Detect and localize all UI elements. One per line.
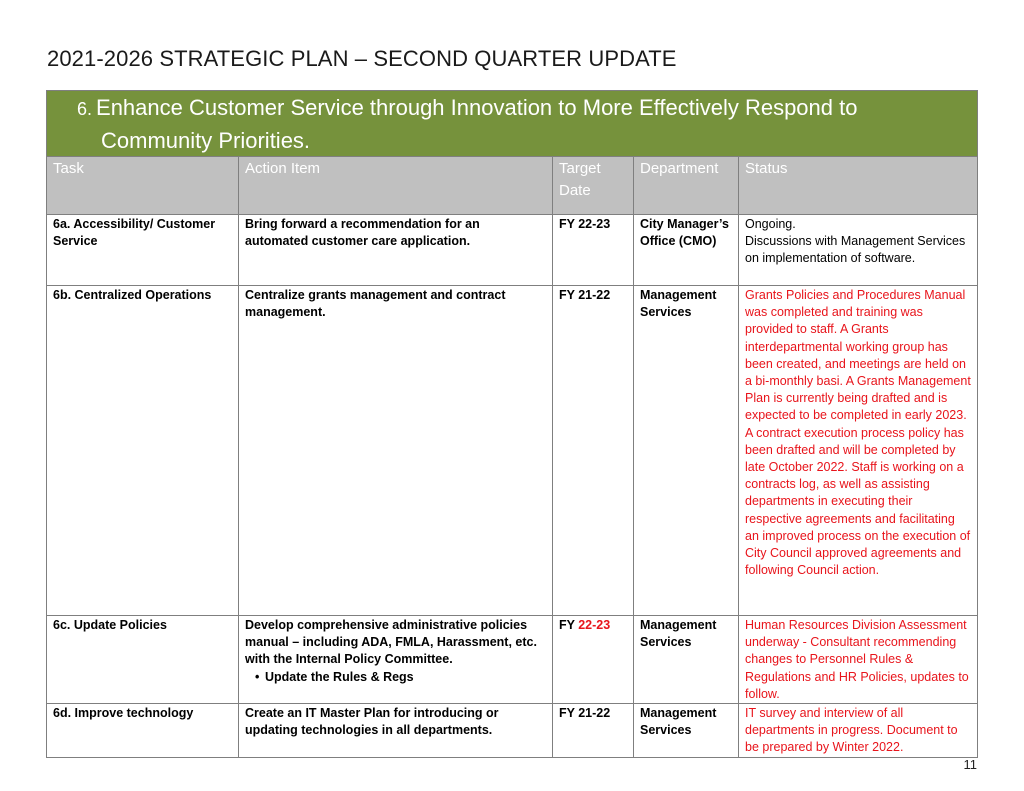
action-cell: [239, 616, 553, 704]
table-row: [47, 215, 978, 286]
task-cell: 6b. Centralized Operations: [47, 286, 239, 616]
column-header-row: [47, 157, 978, 215]
goal-title-line2: Community Priorities.: [101, 128, 311, 153]
column-header-task: Task: [47, 157, 239, 215]
goal-title-line1: Enhance Customer Service through Innovation to More Effectively Respond to: [96, 95, 858, 120]
action-bullet-text: Update the Rules & Regs: [265, 669, 414, 684]
target-date-cell: [553, 616, 634, 704]
table-row: [47, 616, 978, 704]
table-row: [47, 286, 978, 616]
action-bullet-item: [245, 669, 546, 686]
column-header-action: Action Item: [239, 157, 553, 215]
task-cell: 6d. Improve technology: [47, 704, 239, 758]
goal-row: [47, 91, 978, 157]
action-cell: Create an IT Master Plan for introducing or updating technologies in all departments.: [239, 704, 553, 758]
bullet-icon: •: [255, 669, 260, 684]
status-text: Ongoing.: [745, 217, 796, 231]
action-cell: Bring forward a recommendation for an automated customer care application.: [239, 215, 553, 286]
status-cell: [739, 215, 978, 286]
target-date-prefix: FY: [559, 618, 579, 632]
task-cell: 6c. Update Policies: [47, 616, 239, 704]
status-cell: [739, 286, 978, 616]
column-header-target-line2: Date: [559, 182, 591, 199]
goal-heading: [47, 91, 978, 157]
action-text: Develop comprehensive administrative policies manual – including ADA, FMLA, Harassment, etc. with the Internal Policy Committee.: [245, 618, 537, 667]
column-header-status: Status: [739, 157, 978, 215]
target-date-cell: FY 22-23: [553, 215, 634, 286]
target-date-cell: FY 21-22: [553, 286, 634, 616]
status-cell: Human Resources Division Assessment underway - Consultant recommending changes to Personnel Rules & Regulations and HR Policies, updates to follow.: [739, 616, 978, 704]
strategic-plan-table: [46, 90, 978, 758]
action-cell: Centralize grants management and contract management.: [239, 286, 553, 616]
page-title: 2021-2026 STRATEGIC PLAN – SECOND QUARTER UPDATE: [47, 46, 677, 71]
target-date-cell: FY 21-22: [553, 704, 634, 758]
column-header-target-line1: Target: [559, 160, 601, 177]
column-header-target-date: [553, 157, 634, 215]
status-text: Grants Policies and Procedures Manual was completed and training was provided to staff. A Grants interdepartmental working group has been created, and meetings are held on a bi-monthly basi. A Grants Management Plan is currently being drafted and is expected to be completed in early 2023.: [745, 288, 971, 423]
department-cell: City Manager’s Office (CMO): [634, 215, 739, 286]
department-cell: Management Services: [634, 616, 739, 704]
status-cell: IT survey and interview of all departments in progress. Document to be prepared by Winter 2022.: [739, 704, 978, 758]
status-text: A contract execution process policy has been drafted and will be completed by late October 2022. Staff is working on a contracts log, as well as assisting departments in executing their respective agreements and facilitating an improved process on the execution of City Council approved agreements and following Council action.: [745, 425, 971, 578]
department-cell: Management Services: [634, 286, 739, 616]
task-cell: 6a. Accessibility/ Customer Service: [47, 215, 239, 286]
goal-number: 6.: [77, 99, 93, 119]
target-date-red: 22-23: [578, 618, 611, 632]
department-cell: Management Services: [634, 704, 739, 758]
column-header-department: Department: [634, 157, 739, 215]
status-text: Discussions with Management Services on implementation of software.: [745, 234, 966, 266]
table-row: [47, 704, 978, 758]
page-number: 11: [963, 757, 977, 772]
